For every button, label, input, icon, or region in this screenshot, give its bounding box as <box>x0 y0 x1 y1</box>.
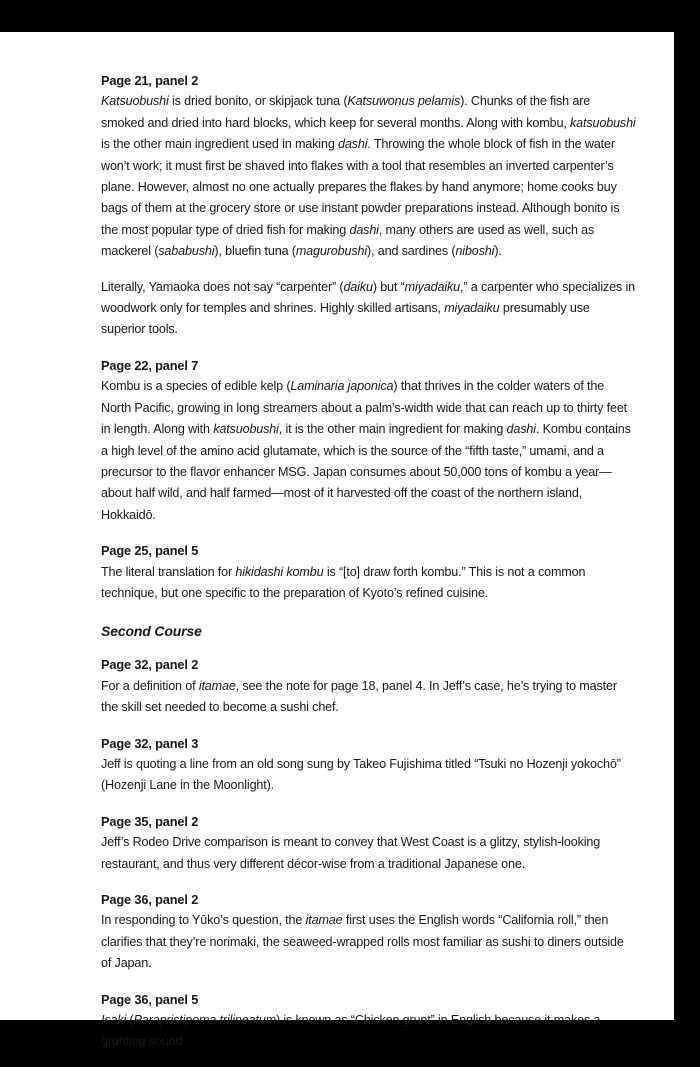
note-heading: Page 22, panel 7 <box>101 357 199 373</box>
italic-term: Katsuwonus pelamis <box>347 94 461 109</box>
text-run: first uses the English words “California roll,” then clarifies that they’re norimaki, the seaweed-wrapped rolls most familiar as sushi to diners outside of Japan. <box>101 913 624 971</box>
text-run: The literal translation for <box>101 564 236 579</box>
text-run: Jeff’s Rodeo Drive comparison is meant to convey that West Coast is a glitzy, stylish-looking restaurant, and thus very different décor-wise from a traditional Japanese one. <box>101 835 601 871</box>
italic-term: Laminaria japonica <box>290 379 394 394</box>
text-run: , it is the other main ingredient for making <box>278 422 507 437</box>
note-paragraph <box>101 910 636 974</box>
text-run: ), bluefin tuna ( <box>214 244 296 259</box>
italic-term: miyadaiku <box>444 301 500 316</box>
note-paragraph <box>101 754 636 797</box>
note-block <box>101 355 636 526</box>
note-heading: Page 35, panel 2 <box>101 813 199 829</box>
note-heading: Page 25, panel 5 <box>101 543 199 559</box>
italic-term: dashi <box>506 422 536 437</box>
text-run: Literally, Yamaoka does not say “carpenter” ( <box>101 279 344 294</box>
note-paragraph <box>101 91 636 262</box>
text-run: In responding to Yūko’s question, the <box>101 913 306 928</box>
italic-term: miyadaiku <box>404 279 461 294</box>
italic-term: itamae <box>198 678 236 693</box>
text-run: ), and sardines ( <box>367 244 456 259</box>
text-run: ). <box>494 244 502 259</box>
italic-term: Isaki <box>101 1013 127 1028</box>
text-run: For a definition of <box>101 678 199 693</box>
text-run: , see the note for page 18, panel 4. In Jeff’s case, he’s trying to master the skill set needed to become a sushi chef. <box>101 678 617 715</box>
note-block <box>101 989 636 1053</box>
document-page <box>0 32 674 1049</box>
italic-term: Parapristipoma trilineatum <box>133 1013 276 1028</box>
italic-term: hikidashi kombu <box>235 564 324 579</box>
notes-content <box>101 70 636 1067</box>
section-title: Second Course <box>101 623 202 640</box>
italic-term: niboshi <box>455 244 495 259</box>
note-block <box>101 654 636 718</box>
text-run: Jeff is quoting a line from an old song sung by Takeo Fujishima titled “Tsuki no Hozenji yokochō” (Hozenji Lane in the Moonlight). <box>101 756 621 793</box>
note-paragraph <box>101 562 636 605</box>
note-block <box>101 811 636 875</box>
text-run: ) but “ <box>372 279 405 294</box>
note-paragraph <box>101 1010 636 1053</box>
note-heading: Page 32, panel 2 <box>101 657 199 673</box>
text-run: ). Chunks of the fish are smoked and dried into hard blocks, which keep for several months. Along with kombu, <box>101 94 591 130</box>
italic-term: Katsuobushi <box>101 94 169 109</box>
notes-group-first-course <box>101 70 636 604</box>
notes-group-second-course <box>101 654 636 1053</box>
note-heading: Page 36, panel 2 <box>101 892 199 907</box>
italic-term: daiku <box>343 279 373 294</box>
text-run: presumably use superior tools. <box>101 301 590 337</box>
italic-term: katsuobushi <box>213 422 279 437</box>
text-run: Kombu is a species of edible kelp ( <box>101 379 291 394</box>
text-run: is dried bonito, or skipjack tuna ( <box>168 94 348 109</box>
note-heading: Page 36, panel 5 <box>101 991 199 1007</box>
text-run: ( <box>126 1013 134 1028</box>
text-run: , many others are used as well, such as mackerel ( <box>101 222 595 259</box>
text-run: ) that thrives in the colder waters of the North Pacific, growing in long streamers about a palm’s-width wide that can reach up to thirty feet in length. Along with <box>101 379 628 437</box>
italic-term: itamae <box>305 913 343 928</box>
note-block <box>101 889 636 975</box>
note-block <box>101 540 636 604</box>
text-run: . Kombu contains a high level of the amino acid glutamate, which is the source of the “fifth taste,” umami, and a precursor to the flavor enhancer MSG. Japan consumes about 50,000 tons of kombu a year—about half wild, and half farmed—most of it harvested off the coast of the northern island, Hokkaidō. <box>101 422 631 522</box>
text-run: . Throwing the whole block of fish in the water won’t work; it must first be shaved into flakes with a tool that resembles an inverted carpenter’s plane. However, almost no one actually prepares the flakes by hand anymore; home cooks buy bags of them at the grocery store or use instant powder preparations instead. Although bonito is the most popular type of dried fish for making <box>101 137 620 237</box>
italic-term: katsuobushi <box>570 115 636 130</box>
note-paragraph <box>101 376 636 526</box>
text-run: ) is known as “Chicken grunt” in English because it makes a grunting sound <box>101 1013 601 1049</box>
italic-term: sababushi <box>158 244 215 259</box>
note-block <box>101 70 636 341</box>
text-run: ,” a carpenter who specializes in woodwork only for temples and shrines. Highly skilled artisans, <box>101 279 635 316</box>
note-block <box>101 733 636 797</box>
note-heading: Page 32, panel 3 <box>101 735 199 751</box>
note-paragraph <box>101 676 636 719</box>
italic-term: dashi <box>338 137 368 152</box>
note-paragraph <box>101 277 636 341</box>
text-run: is “[to] draw forth kombu.” This is not a common technique, but one specific to the preparation of Kyoto’s refined cuisine. <box>101 564 586 600</box>
italic-term: magurobushi <box>295 244 367 259</box>
italic-term: dashi <box>349 222 379 237</box>
text-run: is the other main ingredient used in making <box>101 137 339 152</box>
note-paragraph <box>101 832 636 875</box>
note-heading: Page 21, panel 2 <box>101 73 199 88</box>
